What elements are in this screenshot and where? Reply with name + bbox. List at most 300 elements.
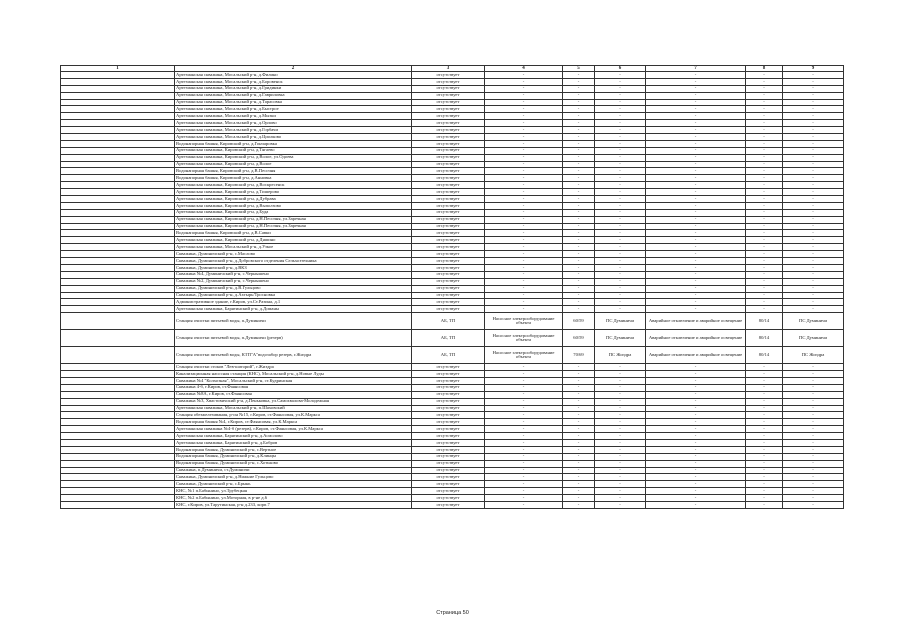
table-cell-col1 (61, 439, 175, 446)
table-cell-col5: 70/69 (563, 347, 595, 364)
table-row (61, 175, 844, 182)
table-cell-col6: - (595, 306, 646, 313)
table-cell-col3: отсутствует (412, 202, 485, 209)
table-cell-col4: Насосное электрооборудование объекта (485, 330, 563, 347)
table-cell-col8: - (746, 467, 783, 474)
table-cell-col8: - (746, 120, 783, 127)
table-cell-col7: - (646, 306, 746, 313)
table-cell-col1 (61, 347, 175, 364)
table-cell-col4: - (485, 384, 563, 391)
table-cell-col7: - (646, 460, 746, 467)
table-cell-col9: - (783, 501, 844, 508)
table-cell-col5: - (563, 364, 595, 371)
table-cell-col3: отсутствует (412, 230, 485, 237)
table-cell-col6: - (595, 460, 646, 467)
table-cell-col8: - (746, 78, 783, 85)
table-cell-col3: отсутствует (412, 299, 485, 306)
table-cell-col6: - (595, 433, 646, 440)
table-cell-col5: - (563, 439, 595, 446)
table-cell-col5: - (563, 92, 595, 99)
table-cell-col7: - (646, 189, 746, 196)
table-cell-col8: - (746, 161, 783, 168)
table-cell-col4: - (485, 182, 563, 189)
table-cell-col3: отсутствует (412, 92, 485, 99)
table-cell-col8: - (746, 371, 783, 378)
table-cell-col7: - (646, 134, 746, 141)
table-cell-col8: - (746, 433, 783, 440)
table-row (61, 446, 844, 453)
table-cell-col4: - (485, 460, 563, 467)
table-cell-col7: - (646, 391, 746, 398)
table-cell-col9: - (783, 230, 844, 237)
table-row (61, 72, 844, 79)
table-cell-col5: - (563, 271, 595, 278)
table-cell-col7: - (646, 196, 746, 203)
table-cell-col1 (61, 501, 175, 508)
table-cell-col9: - (783, 384, 844, 391)
table-cell-col8: - (746, 412, 783, 419)
table-cell-col7: - (646, 209, 746, 216)
table-cell-col5: - (563, 474, 595, 481)
table-cell-col7: - (646, 251, 746, 258)
table-cell-col1 (61, 488, 175, 495)
table-cell-col2: Артезианская скважина, Кировский р-н, д.Волое, ул.Одоева (175, 154, 412, 161)
table-cell-col8: - (746, 230, 783, 237)
table-cell-col5: - (563, 501, 595, 508)
table-cell-col6: ПС Думиничи (595, 313, 646, 330)
table-cell-col9: - (783, 175, 844, 182)
table-cell-col5: - (563, 495, 595, 502)
table-cell-col5: - (563, 216, 595, 223)
table-cell-col6: - (595, 196, 646, 203)
table-cell-col1 (61, 405, 175, 412)
table-cell-col5: - (563, 106, 595, 113)
table-cell-col5: - (563, 426, 595, 433)
table-cell-col4: - (485, 285, 563, 292)
table-cell-col7: - (646, 78, 746, 85)
table-cell-col7: Аварийное отключение и аварийное освещение (646, 313, 746, 330)
table-cell-col2: КНС, №2 п.Бабынино, ул.Моторная, в р-не д.6 (175, 495, 412, 502)
table-cell-col8: - (746, 364, 783, 371)
table-cell-col9: - (783, 271, 844, 278)
table-cell-col1 (61, 412, 175, 419)
table-cell-col5: - (563, 405, 595, 412)
table-cell-col5: - (563, 278, 595, 285)
table-cell-col8: - (746, 251, 783, 258)
table-cell-col7: - (646, 182, 746, 189)
table-cell-col1 (61, 306, 175, 313)
table-cell-col4: - (485, 258, 563, 265)
table-cell-col4: - (485, 271, 563, 278)
table-cell-col2: Скважина, Думиничский р-н, д.Ахтырь/Тросновка (175, 292, 412, 299)
table-cell-col2: Артезианская скважина, Мосальский р-н, д.Боровенск (175, 78, 412, 85)
table-cell-col9: - (783, 299, 844, 306)
table-cell-col4: - (485, 72, 563, 79)
table-row (61, 237, 844, 244)
table-cell-col3: АБ, ТП (412, 347, 485, 364)
table-cell-col4: - (485, 306, 563, 313)
table-row (61, 330, 844, 347)
table-row (61, 258, 844, 265)
table-cell-col5: - (563, 223, 595, 230)
table-cell-col7: - (646, 292, 746, 299)
table-cell-col2: Скважина, Думиничский р-н, с.Маслово (175, 251, 412, 258)
table-cell-col1 (61, 453, 175, 460)
table-cell-col5: - (563, 161, 595, 168)
table-cell-col3: отсутствует (412, 391, 485, 398)
table-cell-col9: - (783, 244, 844, 251)
table-cell-col3: отсутствует (412, 134, 485, 141)
table-cell-col7: - (646, 467, 746, 474)
table-cell-col2: Артезианская скважина, Мосальский р-н, д.Циолково (175, 134, 412, 141)
table-cell-col7: - (646, 433, 746, 440)
table-cell-col9: - (783, 202, 844, 209)
table-cell-col3: отсутствует (412, 412, 485, 419)
table-cell-col2: Станция обезжелезивания, р-он №15, г.Киров, ст.Фаянсовая, ул.К.Маркса (175, 412, 412, 419)
table-cell-col3: отсутствует (412, 384, 485, 391)
table-cell-col2: Станция очистки питьевой воды, КТП"А"водозабор резерв, г.Жиздра (175, 347, 412, 364)
table-cell-col7: - (646, 377, 746, 384)
table-cell-col3: отсутствует (412, 474, 485, 481)
table-cell-col4: - (485, 189, 563, 196)
table-cell-col9: - (783, 495, 844, 502)
table-cell-col7: - (646, 264, 746, 271)
table-cell-col4: - (485, 405, 563, 412)
table-cell-col8: - (746, 182, 783, 189)
table-cell-col6: - (595, 134, 646, 141)
table-cell-col5: - (563, 371, 595, 378)
table-cell-col6: - (595, 419, 646, 426)
table-cell-col8: - (746, 209, 783, 216)
table-cell-col5: - (563, 433, 595, 440)
table-cell-col9: - (783, 106, 844, 113)
table-row (61, 306, 844, 313)
table-cell-col2: Водонапорная башня, Думиничский р-н, с.Вертное (175, 446, 412, 453)
table-cell-col5: - (563, 230, 595, 237)
table-cell-col6: - (595, 251, 646, 258)
table-cell-col4: - (485, 398, 563, 405)
table-cell-col2: Станция очистки стоков "Лев-шаторий", г.Жиздра (175, 364, 412, 371)
table-cell-col6: - (595, 175, 646, 182)
table-cell-col7: - (646, 168, 746, 175)
table-cell-col2: Артезианская скважина, Барятинский р-н, д.Доманы (175, 306, 412, 313)
table-cell-col7: - (646, 244, 746, 251)
table-row (61, 127, 844, 134)
table-cell-col2: Артезианская скважина, Кировский р-н, д.Н.Песочня, ул.Заречная (175, 216, 412, 223)
table-cell-col9: - (783, 161, 844, 168)
table-row (61, 347, 844, 364)
table-row (61, 426, 844, 433)
table-cell-col5: - (563, 306, 595, 313)
table-cell-col1 (61, 92, 175, 99)
table-cell-col4: - (485, 140, 563, 147)
table-cell-col3: отсутствует (412, 501, 485, 508)
table-cell-col7: - (646, 85, 746, 92)
table-cell-col1 (61, 106, 175, 113)
table-cell-col9: - (783, 72, 844, 79)
table-cell-col9: - (783, 216, 844, 223)
table-cell-col6: - (595, 140, 646, 147)
table-cell-col4: - (485, 244, 563, 251)
table-cell-col6: - (595, 127, 646, 134)
table-cell-col7: - (646, 419, 746, 426)
table-cell-col2: Станция очистки питьевой воды, п.Думиничи (175, 313, 412, 330)
column-header-4: 4 (485, 66, 563, 72)
table-cell-col2: Скважина №8А, г.Киров, ст.Фаянсовая (175, 391, 412, 398)
table-cell-col1 (61, 202, 175, 209)
table-cell-col7: - (646, 271, 746, 278)
table-cell-col1 (61, 216, 175, 223)
table-cell-col3: отсутствует (412, 460, 485, 467)
table-cell-col4: - (485, 161, 563, 168)
table-row (61, 453, 844, 460)
table-cell-col9: - (783, 292, 844, 299)
table-cell-col2: Водонапорная башня, Кировский р-н, д.Гончаровка (175, 140, 412, 147)
table-row (61, 391, 844, 398)
table-cell-col9: - (783, 364, 844, 371)
table-cell-col5: - (563, 412, 595, 419)
table-cell-col7: - (646, 92, 746, 99)
table-cell-col7: - (646, 495, 746, 502)
table-cell-col8: - (746, 426, 783, 433)
table-cell-col4: - (485, 113, 563, 120)
table-cell-col2: Артезианская скважина, Кировский р-н, д.Воскресенск (175, 182, 412, 189)
table-cell-col2: Артезианская скважина, Мосальский р-н, д.Орлово (175, 120, 412, 127)
table-cell-col1 (61, 313, 175, 330)
table-cell-col5: - (563, 134, 595, 141)
table-cell-col3: отсутствует (412, 72, 485, 79)
table-cell-col6: - (595, 209, 646, 216)
table-cell-col6: ПС Жиздра (595, 347, 646, 364)
table-cell-col4: - (485, 426, 563, 433)
table-cell-col4: - (485, 364, 563, 371)
table-row (61, 271, 844, 278)
table-cell-col6: - (595, 85, 646, 92)
table-cell-col1 (61, 299, 175, 306)
table-cell-col7: - (646, 446, 746, 453)
table-cell-col2: Водонапорная башня, Кировский р-н, д.Анновка (175, 175, 412, 182)
table-cell-col6: - (595, 182, 646, 189)
table-cell-col8: - (746, 154, 783, 161)
column-header-3: 3 (412, 66, 485, 72)
table-cell-col6: - (595, 292, 646, 299)
table-cell-col2: Скважина №4 "Колхозная", Мосальский р-н, ст.Кудринская (175, 377, 412, 384)
table-cell-col9: - (783, 237, 844, 244)
table-cell-col9: - (783, 209, 844, 216)
table-cell-col7: - (646, 147, 746, 154)
table-cell-col6: - (595, 230, 646, 237)
table-cell-col5: - (563, 384, 595, 391)
table-cell-col8: - (746, 453, 783, 460)
table-cell-col2: Артезианская скважина, Барятинский р-н, д.Бобров (175, 439, 412, 446)
table-cell-col2: Артезианская скважина, Мосальский р-н, д.Гавриловка (175, 92, 412, 99)
table-cell-col5: - (563, 446, 595, 453)
table-cell-col8: 80/14 (746, 313, 783, 330)
table-cell-col7: - (646, 99, 746, 106)
table-cell-col7: - (646, 175, 746, 182)
table-cell-col7: - (646, 223, 746, 230)
table-cell-col7: - (646, 120, 746, 127)
table-cell-col1 (61, 364, 175, 371)
table-cell-col9: - (783, 140, 844, 147)
table-cell-col2: Артезианская скважина, Кировский р-н, д.Тягаево (175, 147, 412, 154)
table-cell-col3: отсутствует (412, 113, 485, 120)
table-cell-col2: Артезианская скважина, Мосальский р-н, д.Быстрое (175, 106, 412, 113)
column-header-7: 7 (646, 66, 746, 72)
table-cell-col3: отсутствует (412, 433, 485, 440)
table-row (61, 412, 844, 419)
table-cell-col5: 60/59 (563, 313, 595, 330)
table-cell-col4: - (485, 377, 563, 384)
table-cell-col7: - (646, 237, 746, 244)
table-cell-col1 (61, 230, 175, 237)
table-cell-col6: - (595, 161, 646, 168)
table-cell-col8: - (746, 175, 783, 182)
table-cell-col8: - (746, 271, 783, 278)
table-cell-col6: - (595, 495, 646, 502)
table-cell-col4: - (485, 196, 563, 203)
table-cell-col3: АБ, ТП (412, 313, 485, 330)
table-cell-col4: - (485, 412, 563, 419)
table-cell-col9: - (783, 481, 844, 488)
table-cell-col5: - (563, 481, 595, 488)
table-row (61, 230, 844, 237)
table-cell-col4: - (485, 223, 563, 230)
table-cell-col8: - (746, 419, 783, 426)
table-cell-col1 (61, 264, 175, 271)
table-cell-col3: отсутствует (412, 271, 485, 278)
table-row (61, 439, 844, 446)
table-cell-col1 (61, 168, 175, 175)
table-cell-col2: Скважина №3, Хвастовичский р-н, д.Пеньковка, ул.Самохвалова-Молодежная (175, 398, 412, 405)
table-cell-col9: - (783, 377, 844, 384)
table-cell-col1 (61, 384, 175, 391)
table-cell-col9: - (783, 120, 844, 127)
table-row (61, 405, 844, 412)
table-cell-col1 (61, 189, 175, 196)
table-cell-col4: - (485, 453, 563, 460)
column-header-8: 8 (746, 66, 783, 72)
table-cell-col9: - (783, 168, 844, 175)
table-cell-col1 (61, 398, 175, 405)
table-cell-col6: - (595, 237, 646, 244)
table-cell-col2: Артезианская скважина, Кировский р-н, д.Тишерово (175, 189, 412, 196)
table-cell-col7: - (646, 72, 746, 79)
table-cell-col6: - (595, 481, 646, 488)
table-cell-col3: отсутствует (412, 237, 485, 244)
table-cell-col6: - (595, 154, 646, 161)
table-cell-col8: - (746, 292, 783, 299)
table-cell-col7: - (646, 412, 746, 419)
table-cell-col8: 80/14 (746, 330, 783, 347)
table-cell-col6: - (595, 92, 646, 99)
table-cell-col2: Канализационная насосная станция (КНС), Мосальский р-н, д.Новые Луды (175, 371, 412, 378)
table-cell-col7: - (646, 154, 746, 161)
table-row (61, 488, 844, 495)
table-cell-col2: Артезианская скважина, Мосальский р-н, п.Шаховский (175, 405, 412, 412)
table-cell-col2: Артезианская скважина, Кировский р-н, д.Выползово (175, 202, 412, 209)
table-row (61, 377, 844, 384)
table-cell-col4: - (485, 419, 563, 426)
table-cell-col1 (61, 140, 175, 147)
table-cell-col5: - (563, 467, 595, 474)
table-cell-col9: - (783, 113, 844, 120)
table-cell-col2: Артезианская скважина, Мосальский р-н, д.Горбачи (175, 127, 412, 134)
table-row (61, 189, 844, 196)
table-cell-col9: - (783, 182, 844, 189)
table-cell-col8: - (746, 92, 783, 99)
table-cell-col5: - (563, 85, 595, 92)
table-row (61, 223, 844, 230)
table-cell-col4: - (485, 92, 563, 99)
table-cell-col8: - (746, 202, 783, 209)
table-cell-col7: - (646, 258, 746, 265)
table-cell-col1 (61, 72, 175, 79)
table-cell-col7: - (646, 140, 746, 147)
table-cell-col4: - (485, 278, 563, 285)
table-cell-col6: - (595, 99, 646, 106)
table-cell-col7: - (646, 202, 746, 209)
table-cell-col2: Административное здание, г.Киров, ул.Ст.Разина, д.1 (175, 299, 412, 306)
table-cell-col3: отсутствует (412, 78, 485, 85)
table-cell-col4: - (485, 292, 563, 299)
table-cell-col3: отсутствует (412, 446, 485, 453)
table-cell-col3: отсутствует (412, 377, 485, 384)
table-cell-col9: - (783, 78, 844, 85)
table-row (61, 299, 844, 306)
table-cell-col2: Артезианская скважина, Кировский р-н, д.Буда (175, 209, 412, 216)
table-cell-col5: - (563, 419, 595, 426)
table-cell-col6: - (595, 120, 646, 127)
table-cell-col8: - (746, 398, 783, 405)
table-cell-col7: - (646, 299, 746, 306)
table-cell-col9: ПС Думиничи (783, 330, 844, 347)
table-row (61, 364, 844, 371)
table-cell-col5: - (563, 299, 595, 306)
table-cell-col8: - (746, 384, 783, 391)
table-cell-col4: - (485, 251, 563, 258)
table-cell-col1 (61, 154, 175, 161)
table-cell-col4: - (485, 175, 563, 182)
table-cell-col8: - (746, 113, 783, 120)
table-cell-col9: - (783, 419, 844, 426)
table-cell-col6: - (595, 488, 646, 495)
table-cell-col6: - (595, 398, 646, 405)
table-cell-col6: - (595, 412, 646, 419)
table-cell-col3: отсутствует (412, 99, 485, 106)
table-cell-col2: Артезианская скважина, Мосальский р-н, д.Филино (175, 72, 412, 79)
table-cell-col4: - (485, 127, 563, 134)
table-cell-col8: - (746, 196, 783, 203)
table-cell-col3: отсутствует (412, 495, 485, 502)
table-cell-col5: - (563, 264, 595, 271)
table-cell-col2: Артезианская скважина, Мосальский р-н, д.Тарасовка (175, 99, 412, 106)
table-cell-col5: - (563, 175, 595, 182)
table-cell-col7: - (646, 453, 746, 460)
table-cell-col5: 60/59 (563, 330, 595, 347)
table-cell-col7: - (646, 405, 746, 412)
table-cell-col4: - (485, 439, 563, 446)
table-cell-col7: - (646, 216, 746, 223)
table-cell-col3: отсутствует (412, 278, 485, 285)
table-cell-col2: Артезианская скважина, Барятинский р-н, д.Асмолово (175, 433, 412, 440)
table-row (61, 285, 844, 292)
table-cell-col4: Насосное электрооборудование объекта (485, 313, 563, 330)
table-cell-col6: - (595, 271, 646, 278)
table-cell-col2: Станция очистки питьевой воды, п.Думиничи (резерв) (175, 330, 412, 347)
table-row (61, 85, 844, 92)
table-cell-col2: Скважина №2, Думиничский р-н, с.Чернышено (175, 278, 412, 285)
